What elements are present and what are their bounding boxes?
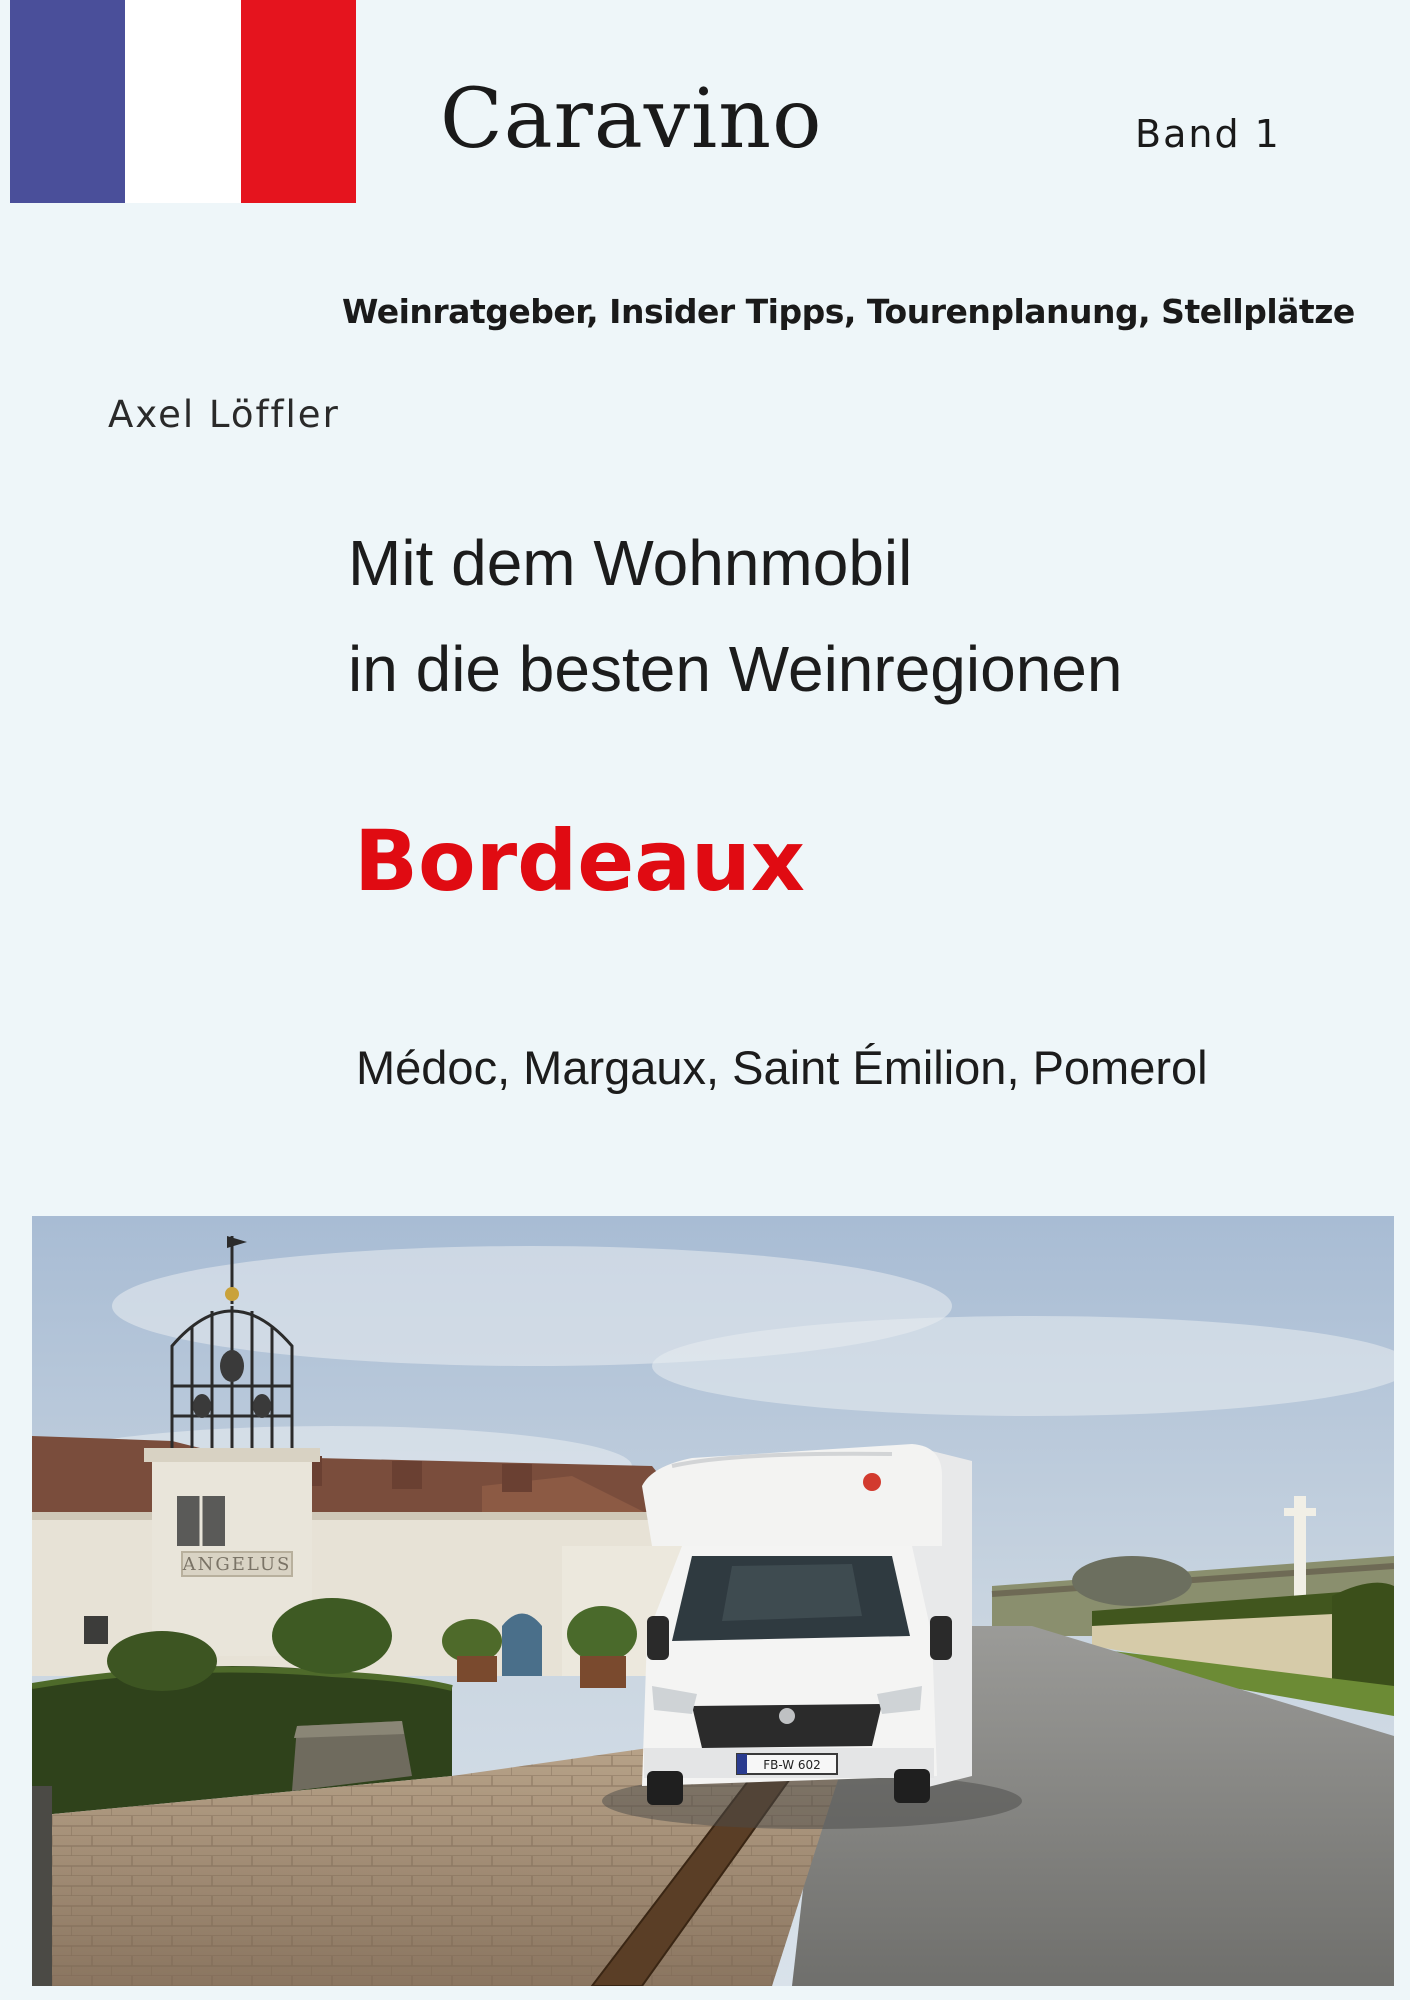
cover-photo — [32, 1216, 1394, 1986]
license-plate: FB-W 602 — [763, 1758, 821, 1772]
flag-stripe-blue — [10, 0, 125, 203]
book-headline — [348, 510, 1122, 722]
flag-stripe-white — [125, 0, 240, 203]
camper-van — [602, 1444, 1022, 1829]
flag-stripe-red — [241, 0, 356, 203]
author-name: Axel Löffler — [108, 393, 340, 436]
angelus-sign: ANGELUS — [182, 1554, 292, 1575]
volume-label: Band 1 — [1135, 112, 1281, 156]
headline-line-1: Mit dem Wohnmobil — [348, 527, 913, 599]
french-flag — [10, 0, 356, 203]
series-title: Caravino — [440, 72, 823, 167]
subregions-list: Médoc, Margaux, Saint Émilion, Pomerol — [356, 1041, 1208, 1094]
tagline: Weinratgeber, Insider Tipps, Tourenplanung, Stellplätze — [342, 292, 1355, 331]
headline-line-2: in die besten Weinregionen — [348, 633, 1123, 705]
region-title: Bordeaux — [354, 812, 805, 910]
